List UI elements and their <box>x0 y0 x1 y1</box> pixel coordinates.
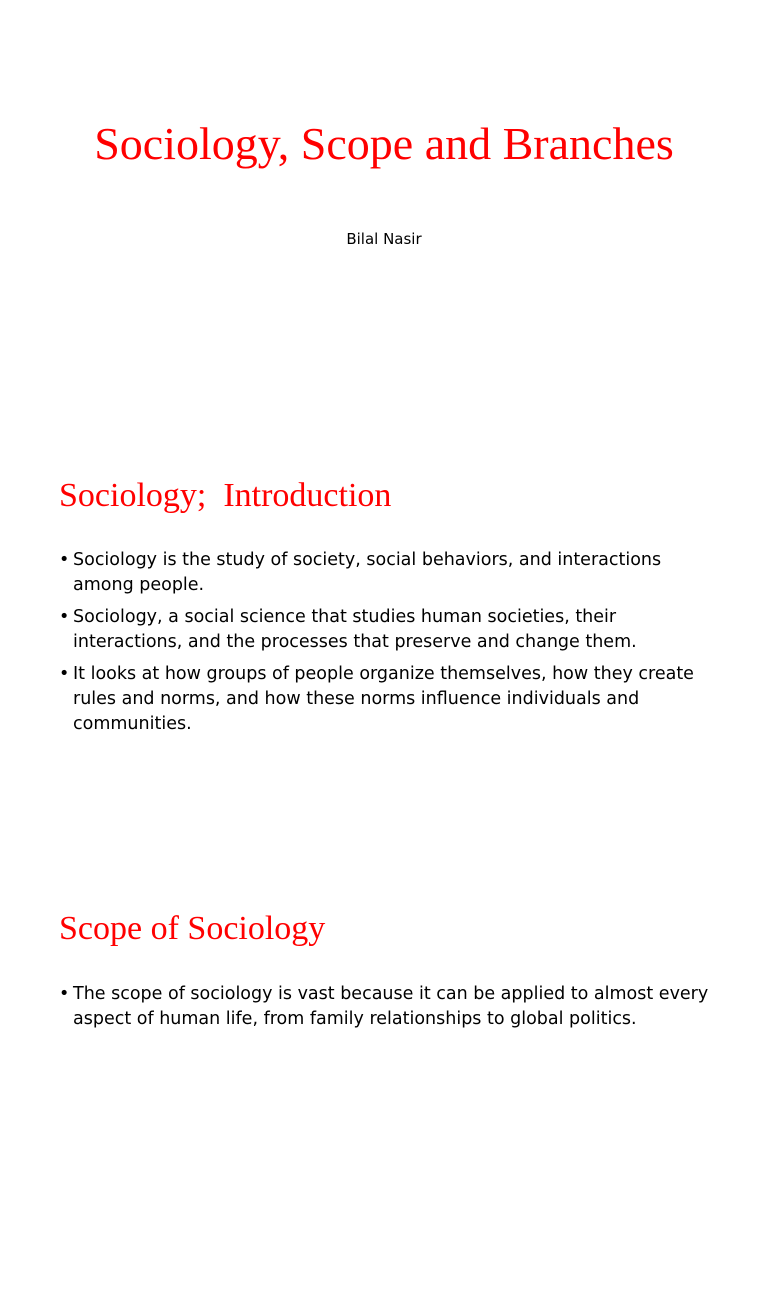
presentation-author: Bilal Nasir <box>346 230 422 248</box>
slide-heading: Sociology; Introduction <box>59 477 392 514</box>
presentation-title: Sociology, Scope and Branches <box>94 118 674 169</box>
bullet-item: • Sociology is the study of society, social behaviors, and interactions among people. <box>59 548 718 598</box>
slide-scope <box>0 864 768 1296</box>
slide-heading: Scope of Sociology <box>59 910 326 947</box>
bullet-item: • Sociology, a social science that studies human societies, their interactions, and the processes that preserve and change them. <box>59 605 718 655</box>
bullet-item: • The scope of sociology is vast because it can be applied to almost every aspect of human life, from family relationships to global politics. <box>59 982 718 1032</box>
bullet-list <box>59 982 718 1039</box>
bullet-list <box>59 548 718 744</box>
slide-introduction <box>0 432 768 864</box>
bullet-item: • It looks at how groups of people organize themselves, how they create rules and norms, and how these norms influence individuals and communities. <box>59 662 718 737</box>
slide-title <box>0 0 768 432</box>
